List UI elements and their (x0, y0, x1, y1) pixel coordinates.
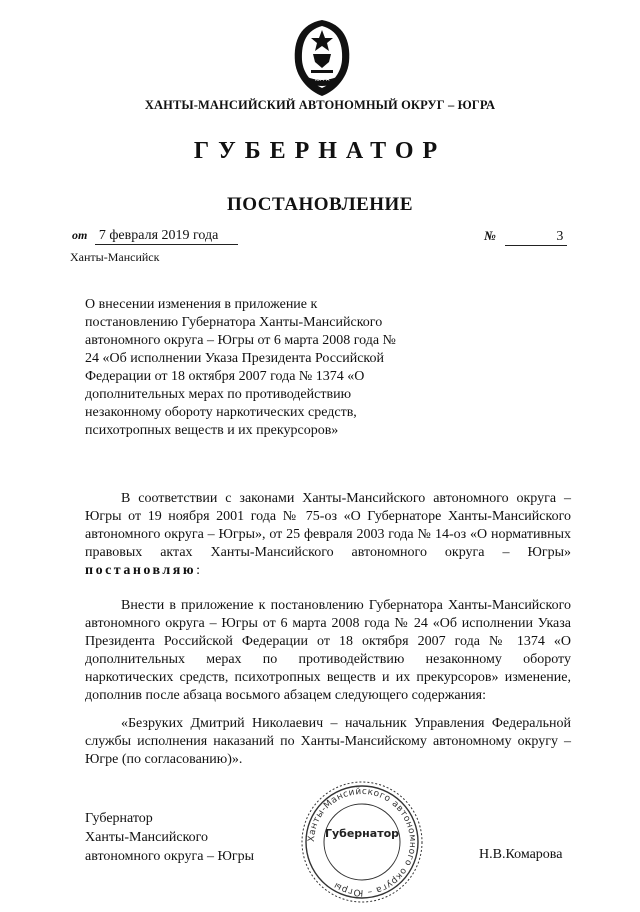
amendment-paragraph: Внести в приложение к постановлению Губернатора Ханты-Мансийского автономного округа – Югры от 6 марта 2008 года № 24 «Об исполнении Указа Президента Российской Федерации от 18 октября 2007 года № 1374 «О дополнительных мерах по противодействию незаконному обороту наркотических средств, психотропных веществ и их прекурсоров» изменение, дополнив после абзаца восьмого абзацем следующего содержания: (85, 598, 571, 703)
svg-text:ЮГРА: ЮГРА (314, 77, 330, 83)
number-prefix: № (484, 228, 496, 243)
document-number: 3 (505, 229, 567, 246)
document-type: ПОСТАНОВЛЕНИЕ (226, 194, 414, 215)
preamble-end: : (196, 563, 200, 578)
signatory-line-1: Губернатор (85, 811, 153, 826)
inserted-text-paragraph: «Безруких Дмитрий Николаевич – начальник Управления Федеральной службы исполнения наказаний по Ханты-Мансийскому автономному округу – Югре (по согласованию)». (85, 716, 571, 767)
preamble-paragraph (85, 490, 571, 580)
date-prefix: от (72, 228, 88, 242)
document-date: 7 февраля 2019 года (95, 228, 239, 245)
city: Ханты-Мансийск (70, 250, 160, 264)
date-line (72, 228, 238, 245)
official-seal (297, 777, 427, 907)
governor-title: ГУБЕРНАТОР (193, 138, 447, 164)
signatory-line-3: автономного округа – Югры (85, 849, 254, 864)
svg-text:Губернатор: Губернатор (324, 827, 400, 840)
number-line (484, 228, 567, 246)
signatory-position (85, 809, 254, 866)
document-subject: О внесении изменения в приложение к постановлению Губернатора Ханты-Мансийского автономного округа – Югры от 6 марта 2008 года № 24 «Об исполнении Указа Президента Российской Федерации от 18 октября 2007 года № 1374 «О дополнительных мерах по противодействию незаконному обороту наркотических средств, психотропных веществ и их прекурсоров» (85, 297, 396, 438)
svg-text:Ханты-Мансийского автономного: Ханты-Мансийского автономного округа – Югры (306, 786, 418, 898)
preamble-text: В соответствии с законами Ханты-Мансийского автономного округа – Югры от 19 ноября 2001 года № 75-оз «О Губернаторе Ханты-Мансийского автономного округа – Югры», от 25 февраля 2003 года № 14-оз «О нормативных правовых актах Ханты-Мансийского автономного округа – Югры» (85, 491, 571, 560)
resolves-word: постановляю (85, 563, 197, 578)
signatory-name: Н.В.Комарова (479, 847, 563, 862)
signatory-line-2: Ханты-Мансийского (85, 830, 209, 845)
region-heading: ХАНТЫ-МАНСИЙСКИЙ АВТОНОМНЫЙ ОКРУГ – ЮГРА (144, 98, 496, 112)
coat-of-arms-emblem (289, 18, 355, 98)
